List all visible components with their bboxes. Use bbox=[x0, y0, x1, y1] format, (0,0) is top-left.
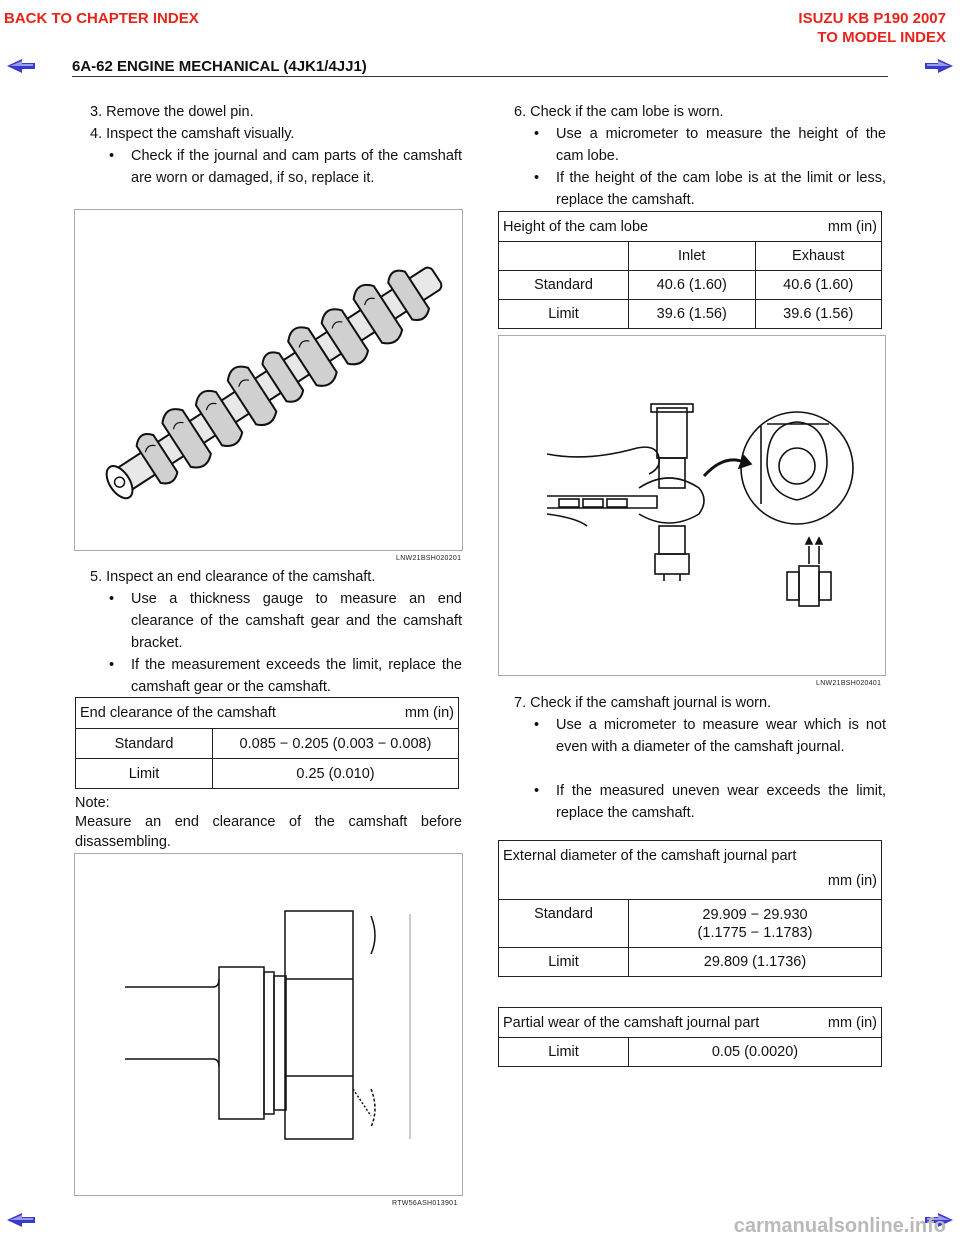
page-header: 6A-62 ENGINE MECHANICAL (4JK1/4JJ1) bbox=[72, 58, 367, 75]
partial-wear-table-header bbox=[499, 1008, 882, 1038]
partial-wear-unit: mm (in) bbox=[827, 1014, 877, 1031]
row-inlet: 39.6 (1.56) bbox=[629, 300, 756, 329]
end-clearance-title: End clearance of the camshaft bbox=[80, 705, 276, 721]
cam-lobe-title: Height of the cam lobe bbox=[503, 218, 649, 235]
back-to-chapter-link[interactable]: BACK TO CHAPTER INDEX bbox=[4, 10, 199, 27]
row-label: Limit bbox=[499, 300, 629, 329]
standard-line-1: 29.909 − 29.930 bbox=[702, 906, 808, 923]
journal-diameter-unit: mm (in) bbox=[827, 873, 877, 889]
row-label: Standard bbox=[499, 900, 629, 948]
exhaust-column-header: Exhaust bbox=[755, 242, 882, 271]
table-row bbox=[76, 759, 459, 789]
table-row bbox=[499, 1038, 882, 1067]
step-5-bullet-2: • If the measurement exceeds the limit, replace the camshaft gear or the camshaft. bbox=[109, 657, 462, 695]
model-title-link[interactable]: ISUZU KB P190 2007 bbox=[798, 10, 946, 27]
step-6: 6. Check if the cam lobe is worn. bbox=[514, 104, 724, 120]
table-row bbox=[76, 729, 459, 759]
partial-wear-table bbox=[498, 1007, 882, 1067]
figure-3-code: LNW21BSH020401 bbox=[816, 680, 882, 687]
table-row bbox=[499, 948, 882, 977]
table-row bbox=[499, 300, 882, 329]
journal-diameter-title: External diameter of the camshaft journal part bbox=[503, 848, 797, 864]
table-row bbox=[499, 271, 882, 300]
camshaft-illustration bbox=[75, 210, 462, 550]
previous-page-bottom-arrow-icon[interactable] bbox=[6, 1212, 36, 1228]
partial-wear-title: Partial wear of the camshaft journal part bbox=[503, 1014, 760, 1031]
end-clearance-figure bbox=[74, 853, 463, 1196]
journal-diameter-table bbox=[498, 840, 882, 977]
row-value bbox=[629, 900, 882, 948]
to-model-index-link[interactable]: TO MODEL INDEX bbox=[817, 29, 946, 46]
row-exhaust: 39.6 (1.56) bbox=[755, 300, 882, 329]
previous-page-arrow-icon[interactable] bbox=[6, 58, 36, 74]
table-row bbox=[499, 900, 882, 948]
row-label: Standard bbox=[76, 729, 213, 759]
step-4-bullet-1: • Check if the journal and cam parts of the camshaft are worn or damaged, if so, replace it. bbox=[109, 148, 462, 186]
step-5: 5. Inspect an end clearance of the camshaft. bbox=[90, 569, 376, 585]
end-clearance-table-header bbox=[76, 698, 459, 729]
figure-2-code: RTW56ASH013901 bbox=[392, 1200, 458, 1207]
row-label: Limit bbox=[499, 948, 629, 977]
row-label: Limit bbox=[499, 1038, 629, 1067]
cam-lobe-measure-figure bbox=[498, 335, 886, 676]
row-value: 0.25 (0.010) bbox=[213, 759, 459, 789]
row-value: 0.085 − 0.205 (0.003 − 0.008) bbox=[213, 729, 459, 759]
header-rule bbox=[72, 76, 888, 77]
end-clearance-table bbox=[75, 697, 459, 789]
end-clearance-illustration bbox=[75, 854, 462, 1195]
row-value: 29.809 (1.1736) bbox=[629, 948, 882, 977]
step-7-bullet-2: • If the measured uneven wear exceeds the limit, replace the camshaft. bbox=[534, 783, 886, 821]
cam-lobe-table bbox=[498, 211, 882, 329]
row-label: Standard bbox=[499, 271, 629, 300]
row-label: Limit bbox=[76, 759, 213, 789]
row-inlet: 40.6 (1.60) bbox=[629, 271, 756, 300]
step-6-bullet-1: • Use a micrometer to measure the height of the cam lobe. bbox=[534, 126, 886, 164]
cam-lobe-table-header bbox=[499, 212, 882, 242]
step-4: 4. Inspect the camshaft visually. bbox=[90, 126, 295, 142]
inlet-column-header: Inlet bbox=[629, 242, 756, 271]
step-7-bullet-1: • Use a micrometer to measure wear which is not even with a diameter of the camshaft journal. bbox=[534, 717, 886, 755]
step-7: 7. Check if the camshaft journal is worn. bbox=[514, 695, 772, 711]
camshaft-figure bbox=[74, 209, 463, 551]
standard-line-2: (1.1775 − 1.1783) bbox=[697, 924, 813, 941]
end-clearance-unit: mm (in) bbox=[404, 705, 454, 721]
note-label: Note: bbox=[75, 795, 110, 811]
step-3: 3. Remove the dowel pin. bbox=[90, 104, 254, 120]
journal-diameter-table-header bbox=[499, 841, 882, 900]
watermark: carmanualsonline.info bbox=[733, 1215, 946, 1237]
cam-lobe-unit: mm (in) bbox=[827, 218, 877, 235]
step-5-bullet-1: • Use a thickness gauge to measure an end clearance of the camshaft gear and the camshaft bracket. bbox=[109, 591, 462, 651]
figure-1-code: LNW21BSH020201 bbox=[396, 555, 462, 562]
empty-header-cell bbox=[499, 242, 629, 271]
cam-lobe-measure-illustration bbox=[499, 336, 885, 675]
row-value: 0.05 (0.0020) bbox=[629, 1038, 882, 1067]
next-page-arrow-icon[interactable] bbox=[924, 58, 954, 74]
row-exhaust: 40.6 (1.60) bbox=[755, 271, 882, 300]
step-6-bullet-2: • If the height of the cam lobe is at the limit or less, replace the camshaft. bbox=[534, 170, 886, 208]
note-text: Measure an end clearance of the camshaft before disassembling. bbox=[75, 814, 462, 850]
